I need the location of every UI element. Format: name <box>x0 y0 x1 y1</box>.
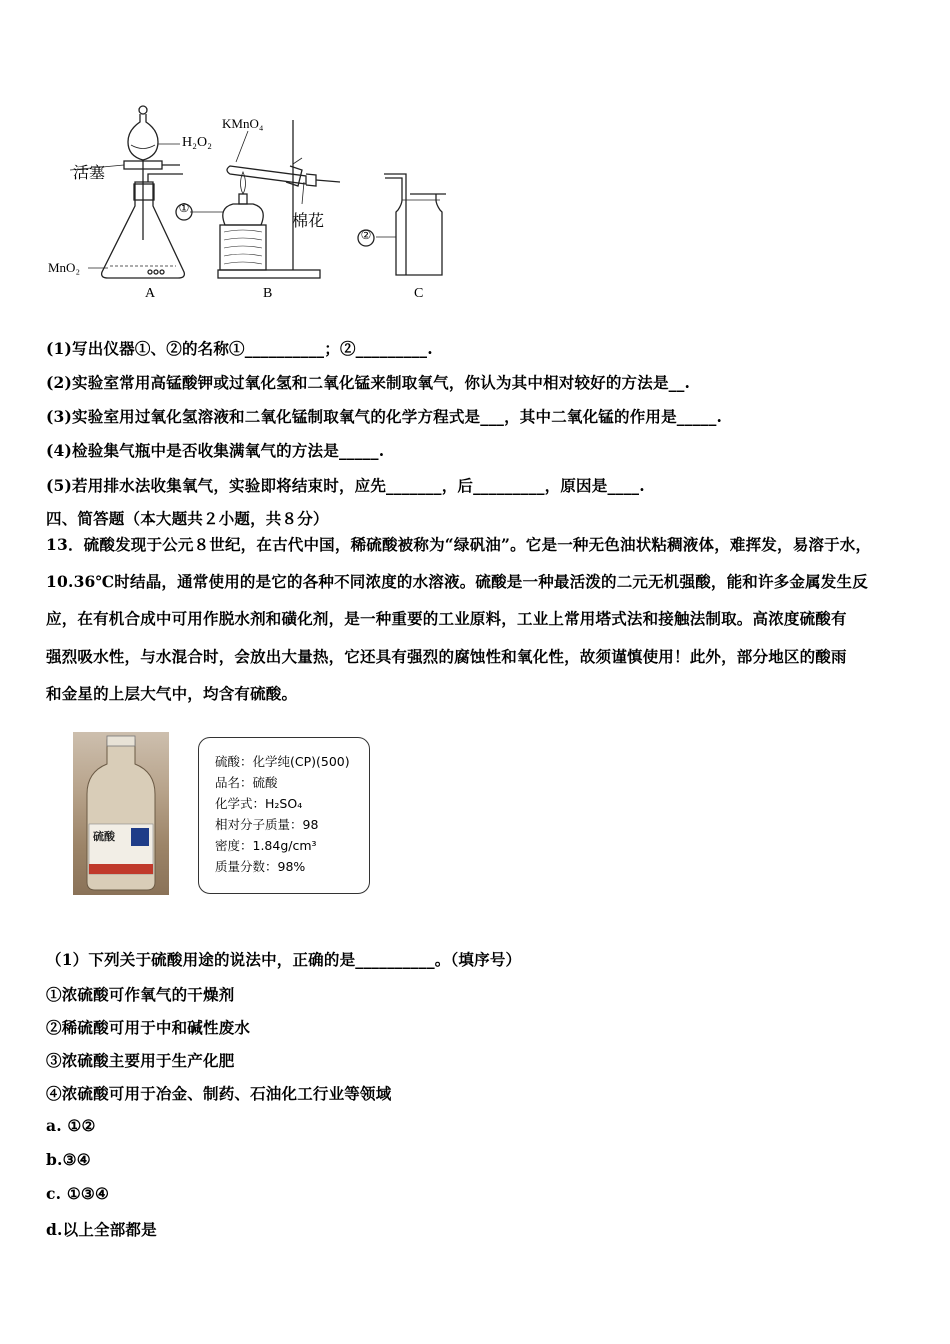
label-mianhua: 棉花 <box>292 211 325 230</box>
statement-4: ④浓硫酸可用于冶金、制药、石油化工行业等领域 <box>46 1084 392 1103</box>
caption-c: C <box>414 286 424 301</box>
label-formula-prefix: 化学式： <box>215 796 266 811</box>
caption-b: B <box>263 286 273 301</box>
label-line-1: 硫酸：化学纯(CP)(500) <box>215 754 350 769</box>
label-circle-2: ② <box>360 228 372 242</box>
problem-13-line-4: 强烈吸水性，与水混合时，会放出大量热，它还具有强烈的腐蚀性和氧化性，故须谨慎使用！此外，部分地区的酸雨 <box>46 647 847 666</box>
bottle-label-text: 硫酸 <box>93 830 115 843</box>
question-3: (3)实验室用过氧化氢溶液和二氧化锰制取氧气的化学方程式是___，其中二氧化锰的作用是_____. <box>46 407 723 426</box>
question-1: (1)写出仪器①、②的名称①__________；②_________. <box>46 339 433 358</box>
label-line-5: 密度：1.84g/cm³ <box>215 838 317 853</box>
statement-1: ①浓硫酸可作氧气的干燥剂 <box>46 985 235 1004</box>
reagent-label <box>198 737 370 894</box>
choice-d: d.以上全部都是 <box>46 1220 157 1239</box>
label-circle-1: ① <box>178 201 190 215</box>
problem-13-line-1: 13．硫酸发现于公元８世纪，在古代中国，稀硫酸被称为“绿矾油”。它是一种无色油状粘稠液体，难挥发，易溶于水， <box>46 535 872 554</box>
label-formula: H₂SO₄ <box>265 796 303 811</box>
problem-13-line-3: 应，在有机合成中可用作脱水剂和磺化剂，是一种重要的工业原料，工业上常用塔式法和接触法制取。高浓度硫酸有 <box>46 609 847 628</box>
label-mno2: MnO₂ <box>48 260 80 275</box>
choice-c: c. ①③④ <box>46 1184 110 1203</box>
apparatus-figure <box>40 100 460 315</box>
sulfuric-acid-bottle-photo <box>73 732 169 895</box>
label-line-3 <box>215 794 302 812</box>
statement-3: ③浓硫酸主要用于生产化肥 <box>46 1051 235 1070</box>
statement-2: ②稀硫酸可用于中和碱性废水 <box>46 1018 251 1037</box>
subquestion-1-stem: （1）下列关于硫酸用途的说法中，正确的是__________。（填序号） <box>46 950 522 969</box>
label-line-4: 相对分子质量：98 <box>215 817 319 832</box>
label-line-2: 品名：硫酸 <box>215 775 278 790</box>
choice-a: a. ①② <box>46 1116 96 1135</box>
problem-13-line-2: 10.36℃时结晶，通常使用的是它的各种不同浓度的水溶液。硫酸是一种最活泼的二元无机强酸，能和许多金属发生反 <box>46 572 868 591</box>
section-heading: 四、简答题（本大题共２小题，共８分） <box>46 509 329 528</box>
choice-b: b.③④ <box>46 1150 91 1169</box>
problem-13-line-5: 和金星的上层大气中，均含有硫酸。 <box>46 684 298 703</box>
question-5: (5)若用排水法收集氧气，实验即将结束时，应先_______，后_________，原因是____. <box>46 476 645 495</box>
label-huosai: 活塞 <box>73 163 106 182</box>
label-h2o2: H₂O₂ <box>182 135 212 150</box>
label-line-6: 质量分数：98% <box>215 859 306 874</box>
question-4: (4)检验集气瓶中是否收集满氧气的方法是_____. <box>46 441 385 460</box>
label-kmno4: KMnO₄ <box>222 116 264 131</box>
question-2: (2)实验室常用高锰酸钾或过氧化氢和二氧化锰来制取氧气，你认为其中相对较好的方法是__. <box>46 373 691 392</box>
caption-a: A <box>145 286 156 301</box>
